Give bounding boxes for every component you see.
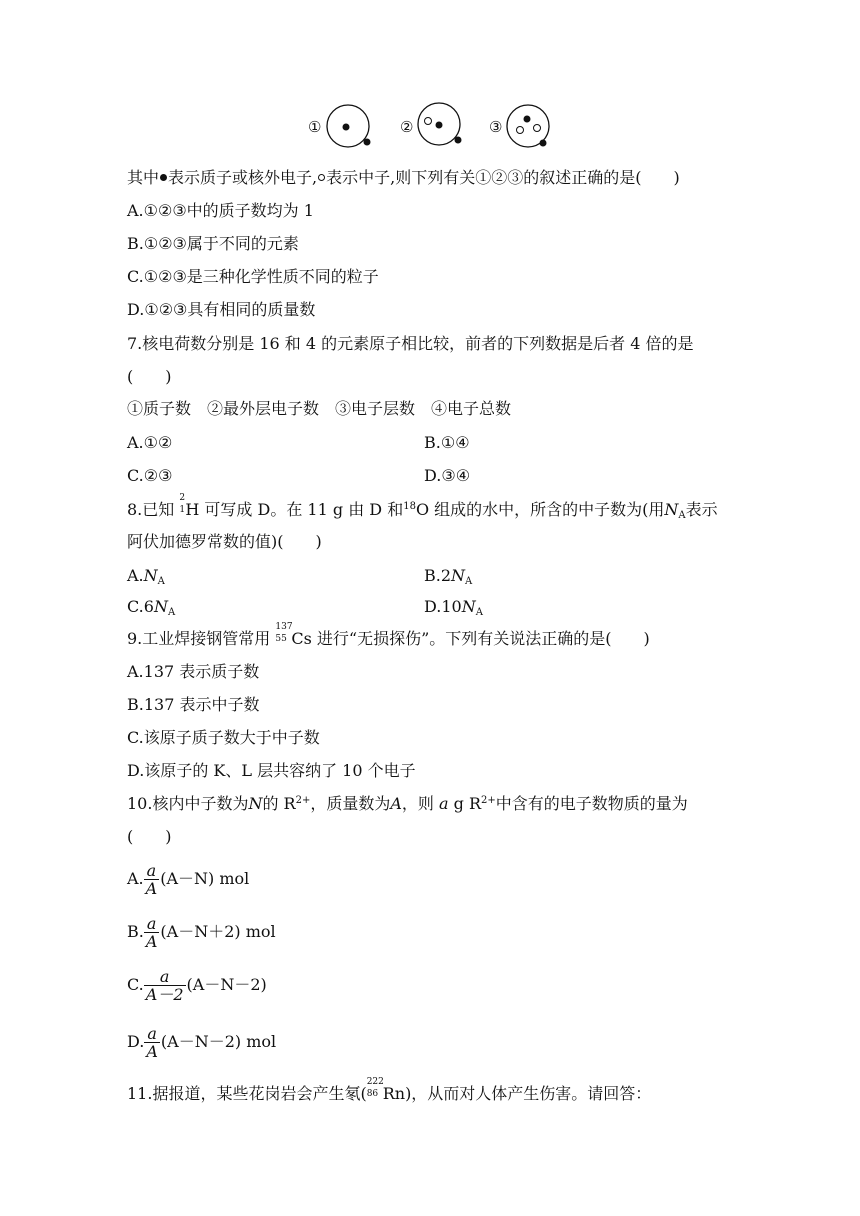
q10-option-a: A. $\frac{a}{A}$ (A－N) mol bbox=[127, 861, 250, 898]
q10-charge-2: 2+ bbox=[481, 795, 496, 806]
q6-option-a: A.①②③中的质子数均为 1 bbox=[127, 201, 314, 220]
q9-option-a: A.137 表示质子数 bbox=[127, 662, 260, 681]
q10-option-b: B. $\frac{a}{A}$ (A－N＋2) mol bbox=[127, 914, 276, 951]
q8-option-c: $C.6N_A$ bbox=[127, 597, 176, 618]
nuclide-atomic: 86 bbox=[366, 1089, 379, 1099]
neutron-ring-icon bbox=[318, 174, 325, 181]
q10-text-d: ，则 bbox=[401, 794, 434, 813]
fraction: $\frac{a}{A}$ bbox=[145, 914, 158, 951]
nuclide-symbol: Cs bbox=[291, 629, 312, 648]
q6-option-c: C.①②③是三种化学性质不同的粒子 bbox=[127, 267, 379, 286]
nuclide-atomic: 55 bbox=[275, 634, 287, 644]
q6-option-d: D.①②③具有相同的质量数 bbox=[127, 300, 316, 319]
atom-model-1 bbox=[327, 105, 371, 147]
q7-option-c: C.②③ bbox=[127, 466, 173, 485]
intro-mid: 表示质子或核外电子, bbox=[168, 168, 318, 187]
figure-label-3: ③ bbox=[489, 118, 503, 136]
atom-models-figure bbox=[308, 100, 568, 154]
nuclide-symbol: H bbox=[185, 500, 200, 519]
avogadro-sub: A bbox=[678, 510, 686, 521]
fraction: $\frac{a}{A}$ bbox=[145, 861, 158, 898]
q7-option-b: B.①④ bbox=[424, 433, 470, 452]
q10-a-small: a bbox=[439, 794, 449, 813]
q8-option-a: $A.N_A$ bbox=[127, 566, 165, 587]
q9-option-b: B.137 表示中子数 bbox=[127, 695, 260, 714]
q8-stem-line1 bbox=[127, 493, 718, 521]
q10-option-d: D. $\frac{a}{A}$ (A－N－2) mol bbox=[127, 1024, 277, 1061]
q9-option-c: C.该原子质子数大于中子数 bbox=[127, 728, 320, 747]
atom-3-electron bbox=[540, 140, 547, 147]
q11-text-b: )，从而对人体产生伤害。请回答： bbox=[405, 1084, 652, 1103]
q10-text-f: 中含有的电子数物质的量为 bbox=[495, 794, 688, 813]
nuclide-mass: 222 bbox=[366, 1077, 384, 1087]
atom-model-2 bbox=[418, 103, 462, 145]
q9-stem bbox=[127, 622, 650, 650]
fraction: $\frac{a}{A-2}$ bbox=[145, 967, 184, 1004]
q8-stem-line2: 阿伏加德罗常数的值)( ) bbox=[127, 532, 322, 551]
q11-stem bbox=[127, 1077, 652, 1105]
q6-intro bbox=[127, 167, 680, 189]
intro-post: 表示中子,则下列有关①②③的叙述正确的是( ) bbox=[326, 168, 680, 187]
cesium-nuclide bbox=[275, 622, 312, 650]
q10-n: N bbox=[248, 794, 263, 813]
figure-label-2: ② bbox=[400, 118, 414, 136]
q8-text-d: 表示 bbox=[685, 500, 718, 519]
q10-text-b: 的 R bbox=[262, 794, 296, 813]
q7-stem-line1: 7.核电荷数分别是 16 和 4 的元素原子相比较，前者的下列数据是后者 4 倍的是 bbox=[127, 334, 694, 353]
o18-mass: 18 bbox=[403, 501, 416, 512]
q8-text-a: 8.已知 bbox=[127, 500, 175, 519]
q10-stem-line2: ( ) bbox=[127, 827, 172, 846]
nuclide-symbol: Rn bbox=[382, 1084, 406, 1103]
q9-option-d: D.该原子的 K、L 层共容纳了 10 个电子 bbox=[127, 761, 416, 780]
atom-1-electron bbox=[364, 139, 371, 146]
atom-3-neutron-b bbox=[534, 125, 541, 132]
q10-option-c: C. $\frac{a}{A-2}$ (A－N－2) bbox=[127, 967, 267, 1004]
nuclide-atomic: 1 bbox=[179, 505, 186, 515]
figure-label-1: ① bbox=[308, 118, 322, 136]
q11-text-a: 11.据报道，某些花岗岩会产生氡( bbox=[127, 1084, 367, 1103]
q7-stem-line2: ( ) bbox=[127, 367, 172, 386]
q9-text-a: 9.工业焊接钢管常用 bbox=[127, 629, 271, 648]
proton-dot-icon bbox=[160, 174, 167, 181]
atom-1-proton bbox=[343, 124, 350, 131]
q8-text-b: 可写成 D。在 11 g 由 D 和 bbox=[204, 500, 404, 519]
q9-text-b: 进行“无损探伤”。下列有关说法正确的是( ) bbox=[316, 629, 650, 648]
q8-option-d: $D.10N_A$ bbox=[424, 597, 483, 618]
q10-a-var: A bbox=[390, 794, 402, 813]
nuclide-mass: 137 bbox=[275, 622, 293, 632]
q7-option-a: A.①② bbox=[127, 433, 173, 452]
q10-text-c: ，质量数为 bbox=[310, 794, 391, 813]
q7-items: ①质子数 ②最外层电子数 ③电子层数 ④电子总数 bbox=[127, 399, 512, 418]
atom-2-neutron bbox=[425, 118, 432, 125]
q6-option-b: B.①②③属于不同的元素 bbox=[127, 234, 299, 253]
atom-2-electron bbox=[455, 137, 462, 144]
q8-option-b: $B.2N_A$ bbox=[424, 566, 473, 587]
q10-stem-line1 bbox=[127, 793, 688, 815]
atom-3-neutron-a bbox=[517, 127, 524, 134]
intro-pre: 其中 bbox=[127, 168, 160, 187]
nuclide-mass: 2 bbox=[179, 493, 186, 503]
atom-model-3 bbox=[507, 105, 549, 147]
q10-text-a: 10.核内中子数为 bbox=[127, 794, 249, 813]
deuterium-nuclide bbox=[179, 493, 200, 521]
fraction: $\frac{a}{A}$ bbox=[146, 1024, 158, 1061]
atom-2-proton bbox=[436, 122, 443, 129]
q7-option-d: D.③④ bbox=[424, 466, 471, 485]
atom-3-proton bbox=[524, 116, 531, 123]
q10-charge: 2+ bbox=[295, 795, 311, 806]
q10-text-e: g R bbox=[453, 794, 482, 813]
avogadro-symbol: N bbox=[664, 500, 679, 519]
q8-text-c: O 组成的水中，所含的中子数为(用 bbox=[415, 500, 665, 519]
radon-nuclide bbox=[366, 1077, 406, 1105]
